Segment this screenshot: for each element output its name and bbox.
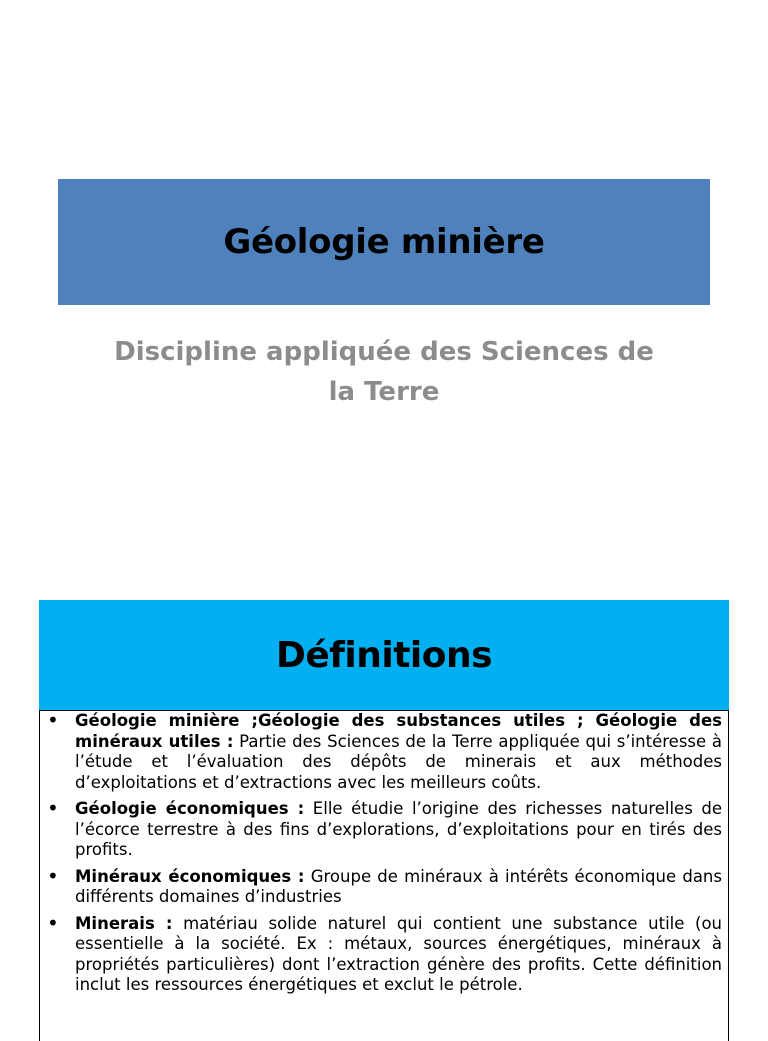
- definition-text: Partie des Sciences de la Terre appliquée qui s’intéresse à l’étude et l’évaluation des dépôts de minerais et aux méthodes d’exploitations et d’extractions avec les meilleurs coûts.: [75, 731, 722, 792]
- slide2-title-banner: [39, 600, 729, 710]
- definitions-box: [39, 710, 729, 1041]
- slide2-title: Définitions: [275, 634, 493, 676]
- definition-item: [75, 867, 722, 908]
- definition-term: Géologie économiques :: [75, 799, 305, 818]
- slide1-title: Géologie minière: [223, 222, 545, 262]
- definition-item: [75, 799, 722, 861]
- definition-text: Groupe de minéraux à intérêts économique dans différents domaines d’industries: [75, 866, 722, 906]
- definition-item: [75, 711, 722, 793]
- slide1-subtitle: Discipline appliquée des Sciences de la Terre: [114, 337, 654, 407]
- definition-item: [75, 914, 722, 996]
- definitions-list: [40, 711, 728, 996]
- definition-term: Géologie minière ;Géologie des substances utiles ; Géologie des minéraux utiles :: [75, 711, 722, 751]
- definition-term: Minerais :: [75, 913, 173, 933]
- definition-text: Elle étudie l’origine des richesses naturelles de l’écorce terrestre à des fins d’explorations, d’exploitations pour en tirés des profits.: [75, 799, 722, 859]
- definition-term: Minéraux économiques :: [75, 866, 305, 886]
- definition-text: matériau solide naturel qui contient une substance utile (ou essentielle à la société. Ex : métaux, sources énergétiques, minéraux à propriétés particulières) dont l’extraction génère des profits. Cette définition inclut les ressources énergétiques et exclut le pétrole.: [75, 913, 723, 994]
- slide1-title-banner: [58, 179, 710, 305]
